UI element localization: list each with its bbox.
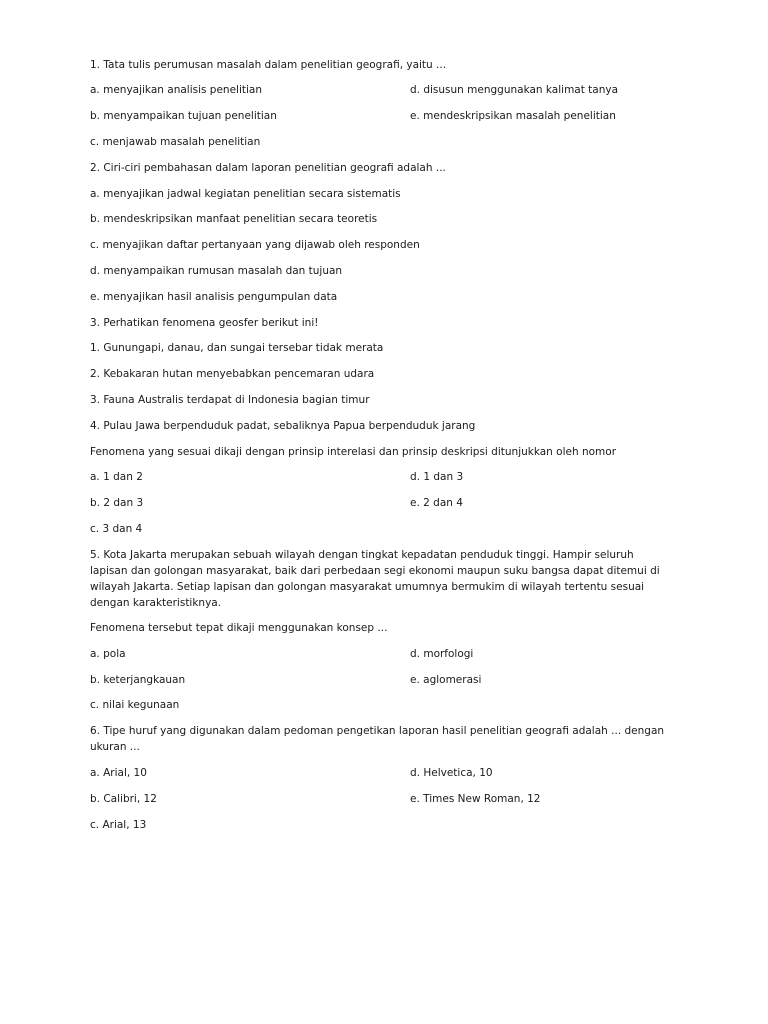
question-3-item-3: 3. Fauna Australis terdapat di Indonesia bagian timur: [90, 394, 370, 406]
question-6-option-c: c. Arial, 13: [90, 819, 147, 831]
question-2-stem: 2. Ciri-ciri pembahasan dalam laporan penelitian geografi adalah ...: [90, 162, 446, 174]
question-1-option-b: b. menyampaikan tujuan penelitian: [90, 110, 277, 122]
question-2-option-d: d. menyampaikan rumusan masalah dan tujuan: [90, 265, 343, 277]
question-5-option-d: d. morfologi: [410, 648, 474, 660]
question-5-option-b: b. keterjangkauan: [90, 674, 186, 686]
question-1-option-d: d. disusun menggunakan kalimat tanya: [410, 84, 619, 96]
question-5-option-e: e. aglomerasi: [410, 674, 482, 686]
question-3-option-c: c. 3 dan 4: [90, 523, 143, 535]
question-5-stem: 5. Kota Jakarta merupakan sebuah wilayah dengan tingkat kepadatan penduduk tinggi. Hampir seluruh lapisan dan golongan masyarakat, baik dari perbedaan segi ekonomi maupun suku bangsa dapat ditemui di wilayah Jakarta. Setiap lapisan dan golongan masyarakat umumnya bermukim di wilayah tertentu sesuai dengan karakteristiknya.: [90, 549, 660, 609]
question-1-option-c: c. menjawab masalah penelitian: [90, 136, 261, 148]
question-6-option-b: b. Calibri, 12: [90, 793, 157, 805]
question-3-option-d: d. 1 dan 3: [410, 471, 464, 483]
question-2-option-a: a. menyajikan jadwal kegiatan penelitian secara sistematis: [90, 188, 401, 200]
question-6-option-d: d. Helvetica, 10: [410, 767, 493, 779]
question-3-option-b: b. 2 dan 3: [90, 497, 144, 509]
question-5-prompt: Fenomena tersebut tepat dikaji menggunakan konsep ...: [90, 622, 388, 634]
question-6-stem: 6. Tipe huruf yang digunakan dalam pedoman pengetikan laporan hasil penelitian geografi adalah ... dengan ukuran ...: [90, 725, 665, 753]
question-2-option-b: b. mendeskripsikan manfaat penelitian secara teoretis: [90, 213, 378, 225]
question-3-item-4: 4. Pulau Jawa berpenduduk padat, sebaliknya Papua berpenduduk jarang: [90, 420, 476, 432]
question-3-option-e: e. 2 dan 4: [410, 497, 463, 509]
question-3-option-a: a. 1 dan 2: [90, 471, 143, 483]
question-1-option-a: a. menyajikan analisis penelitian: [90, 84, 263, 96]
question-3-prompt: Fenomena yang sesuai dikaji dengan prinsip interelasi dan prinsip deskripsi ditunjukkan oleh nomor: [90, 446, 617, 458]
question-3-stem: 3. Perhatikan fenomena geosfer berikut ini!: [90, 317, 319, 329]
question-6-option-e: e. Times New Roman, 12: [410, 793, 541, 805]
question-3-item-2: 2. Kebakaran hutan menyebabkan pencemaran udara: [90, 368, 375, 380]
question-2-option-c: c. menyajikan daftar pertanyaan yang dijawab oleh responden: [90, 239, 420, 251]
question-3-item-1: 1. Gunungapi, danau, dan sungai tersebar tidak merata: [90, 342, 384, 354]
question-1-option-e: e. mendeskripsikan masalah penelitian: [410, 110, 616, 122]
question-2-option-e: e. menyajikan hasil analisis pengumpulan data: [90, 291, 338, 303]
question-5-option-a: a. pola: [90, 648, 126, 660]
question-1-stem: 1. Tata tulis perumusan masalah dalam penelitian geografi, yaitu ...: [90, 59, 447, 71]
question-6-option-a: a. Arial, 10: [90, 767, 147, 779]
question-5-option-c: c. nilai kegunaan: [90, 699, 180, 711]
